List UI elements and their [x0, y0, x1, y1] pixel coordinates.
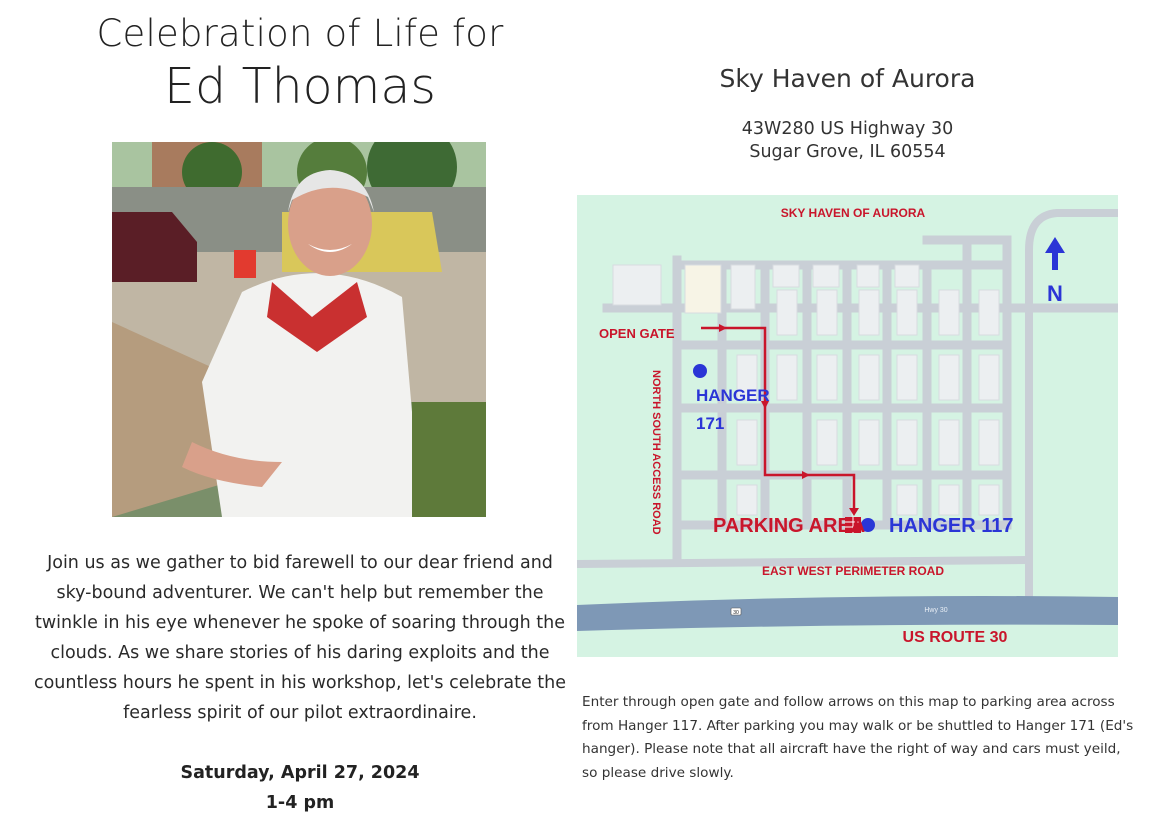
directions-text: Enter through open gate and follow arrows on this map to parking area across from Hanger 117. After parking you may walk or be shuttled to Hanger 171 (Ed's hanger). Please note that all aircraft have the right of way and cars must yeild, so please drive slowly. [582, 694, 1134, 781]
invitation-text: Join us as we gather to bid farewell to our dear friend and sky-bound adventurer. We can't help but remember the twinkle in his eye whenever he spoke of soaring through the clouds. As we share stories of his daring exploits and the countless hours he spent in his workshop, let's celebrate the fearless spirit of our pilot extraordinaire. [33, 553, 567, 723]
perimeter-road-label: EAST WEST PERIMETER ROAD [761, 564, 945, 578]
address-line-1: 43W280 US Highway 30 [741, 119, 954, 139]
address-line-2: Sugar Grove, IL 60554 [749, 142, 946, 162]
event-time: 1-4 pm [265, 793, 335, 813]
north-label: N [1047, 281, 1063, 306]
parking-area-label: PARKING AREA [713, 515, 866, 537]
title-line-1: Celebration of Life for [96, 12, 504, 55]
honoree-name: Ed Thomas [164, 58, 436, 115]
open-gate-label: OPEN GATE [599, 326, 675, 341]
portrait-photo [112, 142, 486, 517]
highway-shield: 30 [733, 610, 739, 616]
us-route-label: US ROUTE 30 [902, 629, 1008, 646]
hanger-117-label: HANGER 117 [889, 515, 1014, 537]
hanger-171-label-b: 171 [696, 414, 725, 433]
access-road-label: NORTH SOUTH ACCESS ROAD [650, 370, 662, 535]
highway-label-small: Hwy 30 [924, 607, 948, 614]
venue-address [577, 118, 1118, 164]
venue-name: Sky Haven of Aurora [719, 64, 976, 93]
map-top-label: SKY HAVEN OF AURORA [780, 206, 926, 220]
hanger-171-label-a: HANGER [696, 386, 770, 405]
event-date: Saturday, April 27, 2024 [180, 763, 420, 783]
event-date-time [0, 758, 600, 818]
venue-map [577, 195, 1118, 657]
